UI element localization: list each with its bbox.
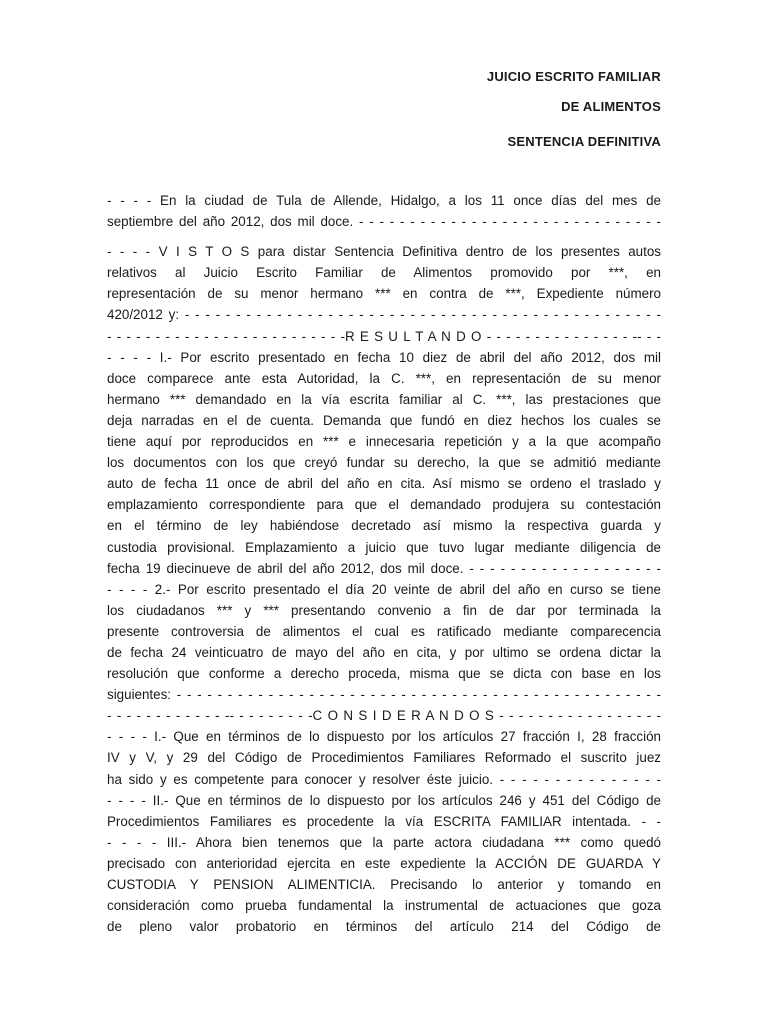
text-line: representación de su menor hermano *** en contra de ***, Expediente número [107, 286, 661, 302]
text-line: - - - - V I S T O S para distar Sentencia Definitiva dentro de los presentes autos [107, 244, 661, 260]
text-line: IV y V, y 29 del Código de Procedimientos Familiares Reformado el suscrito juez [107, 750, 661, 766]
heading-sentencia-definitiva: SENTENCIA DEFINITIVA [507, 134, 661, 149]
text-line: precisado con anterioridad ejercita en este expediente la ACCIÓN DE GUARDA Y [107, 855, 661, 871]
section-title-considerandos: - - - - - - - - - - - - -- - - - - - - - -C O N S I D E R A N D O S - - - - - - - - - - - - - - - - - [107, 708, 661, 724]
text-line: hermano *** demandado en la vía escrita familiar al C. ***, las prestaciones que [107, 391, 661, 407]
text-line: - - - - 2.- Por escrito presentado el día 20 veinte de abril del año en curso se tiene [107, 581, 661, 597]
text-line: septiembre del año 2012, dos mil doce. - - - - - - - - - - - - - - - - - - - - - - - - - - - - - - [107, 214, 661, 230]
text-line: tiene aquí por reproducidos en *** e innecesaria repetición y a la que acompaño [107, 434, 661, 450]
text-line: los ciudadanos *** y *** presentando convenio a fin de dar por terminada la [107, 602, 661, 618]
text-line: emplazamiento correspondiente para que el demandado produjera su contestación [107, 497, 661, 513]
text-line: resolución que conforme a derecho proceda, misma que se dicta con base en los [107, 666, 661, 682]
text-line: - - - - I.- Por escrito presentado en fecha 10 diez de abril del año 2012, dos mil [107, 349, 661, 365]
text-line: ha sido y es competente para conocer y resolver éste juicio. - - - - - - - - - - - - - - - [107, 771, 661, 787]
text-line: - - - - En la ciudad de Tula de Allende, Hidalgo, a los 11 once días del mes de [107, 193, 661, 208]
text-line: fecha 19 diecinueve de abril del año 2012, dos mil doce. - - - - - - - - - - - - - - - - - - - [107, 560, 661, 576]
text-line: consideración como prueba fundamental la instrumental de actuaciones que goza [107, 898, 661, 914]
text-line: en el término de ley habiéndose decretado así mismo la respectiva guarda y [107, 518, 661, 534]
text-line: - - - - III.- Ahora bien tenemos que la parte actora ciudadana *** como quedó [107, 834, 661, 850]
heading-de-alimentos: DE ALIMENTOS [561, 99, 661, 114]
text-line: - - - - II.- Que en términos de lo dispuesto por los artículos 246 y 451 del Código de [107, 792, 661, 808]
text-line: Procedimientos Familiares es procedente la vía ESCRITA FAMILIAR intentada. - - [107, 813, 661, 829]
text-line: doce comparece ante esta Autoridad, la C. ***, en representación de su menor [107, 370, 661, 386]
text-line: - - - - I.- Que en términos de lo dispuesto por los artículos 27 fracción I, 28 fracción [107, 729, 661, 745]
text-line: CUSTODIA Y PENSION ALIMENTICIA. Precisando lo anterior y tomando en [107, 877, 661, 892]
text-line: custodia provisional. Emplazamiento a juicio que tuvo lugar mediante diligencia de [107, 539, 661, 555]
text-line: siguientes: - - - - - - - - - - - - - - - - - - - - - - - - - - - - - - - - - - - - - - - - - - - - - - - - [107, 687, 661, 703]
document-body [107, 190, 661, 937]
text-line: presente controversia de alimentos el cual es ratificado mediante comparecencia [107, 623, 661, 639]
text-line: 420/2012 y: - - - - - - - - - - - - - - - - - - - - - - - - - - - - - - - - - - - - - - - - - - - - - - - [107, 307, 661, 323]
heading-juicio-escrito-familiar: JUICIO ESCRITO FAMILIAR [486, 69, 661, 84]
text-line: de pleno valor probatorio en términos del artículo 214 del Código de [107, 919, 661, 935]
text-line: auto de fecha 11 once de abril del año en cita. Así mismo se ordeno el traslado y [107, 476, 661, 492]
text-line: deja narradas en el de cuenta. Demanda que fundó en diez hechos los cuales se [107, 412, 661, 428]
text-line: de fecha 24 veinticuatro de mayo del año en cita, y por ultimo se ordena dictar la [107, 644, 661, 660]
section-title-resultando: - - - - - - - - - - - - - - - - - - - - - - - - -R E S U L T A N D O - - - - - - - - - - - - - - - -- - - [107, 328, 661, 344]
text-line: los documentos con los que creyó fundar su derecho, la que se admitió mediante [107, 455, 661, 471]
text-line: relativos al Juicio Escrito Familiar de Alimentos promovido por ***, en [107, 265, 661, 281]
